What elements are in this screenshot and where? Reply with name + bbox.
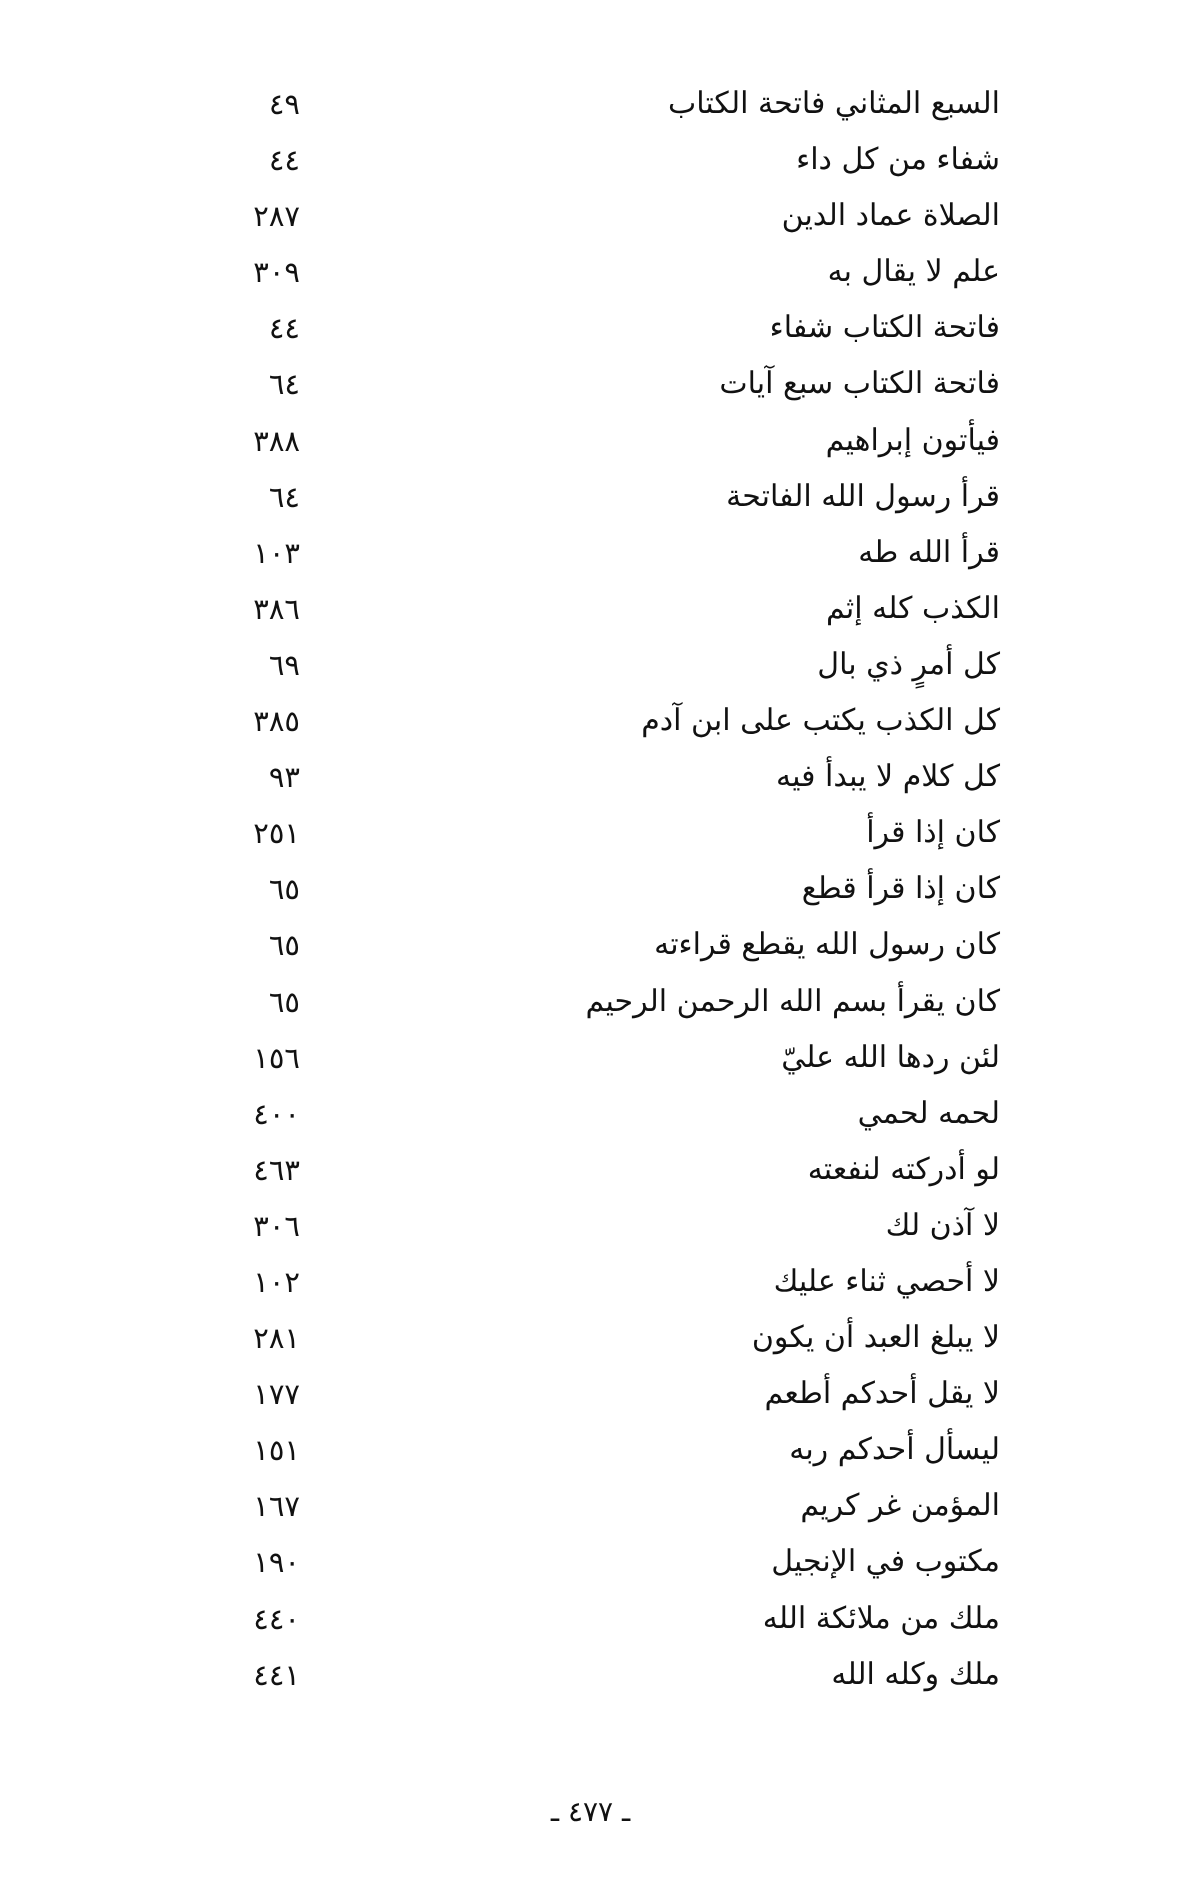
hadith-index-list (220, 82, 1000, 1709)
entry-text: ملك وكله الله (831, 1656, 1000, 1692)
entry-text: كان إذا قرأ (866, 815, 1000, 851)
entry-page-number: ١٥١ (253, 1433, 300, 1468)
index-entry (220, 306, 1000, 362)
index-entry (220, 643, 1000, 699)
index-entry (220, 1036, 1000, 1092)
entry-page-number: ٢٨٧ (253, 199, 300, 234)
entry-text: السبع المثاني فاتحة الكتاب (668, 86, 1000, 121)
entry-text: قرأ رسول الله الفاتحة (726, 478, 1000, 514)
entry-page-number: ٦٤ (268, 367, 300, 402)
entry-page-number: ١٥٦ (253, 1040, 300, 1075)
index-entry (220, 867, 1000, 923)
entry-page-number: ٤٦٣ (253, 1152, 300, 1187)
entry-page-number: ١٧٧ (253, 1377, 300, 1412)
index-entry (220, 923, 1000, 979)
entry-page-number: ٣٨٥ (253, 704, 300, 739)
entry-page-number: ٣٨٨ (253, 423, 300, 458)
entry-page-number: ٢٥١ (253, 816, 300, 851)
index-entry (220, 475, 1000, 531)
entry-page-number: ٦٩ (268, 647, 300, 682)
entry-text: قرأ الله طه (858, 534, 1000, 570)
entry-text: كان رسول الله يقطع قراءته (654, 927, 1000, 963)
index-entry (220, 1653, 1000, 1709)
entry-text: علم لا يقال به (827, 254, 1000, 290)
index-entry (220, 138, 1000, 194)
entry-page-number: ١٠٢ (253, 1264, 300, 1299)
index-entry (220, 1148, 1000, 1204)
entry-text: لحمه لحمي (857, 1095, 1000, 1131)
index-entry (220, 1372, 1000, 1428)
index-entry (220, 1260, 1000, 1316)
index-entry (220, 1484, 1000, 1540)
index-entry (220, 1540, 1000, 1596)
index-entry (220, 587, 1000, 643)
index-entry (220, 250, 1000, 306)
entry-text: كان يقرأ بسم الله الرحمن الرحيم (585, 983, 1000, 1019)
index-entry (220, 1204, 1000, 1260)
entry-page-number: ٤٤ (268, 143, 300, 178)
index-entry (220, 362, 1000, 418)
entry-text: شفاء من كل داء (796, 142, 1000, 178)
index-entry (220, 811, 1000, 867)
index-entry (220, 1316, 1000, 1372)
entry-text: لو أدركته لنفعته (807, 1151, 1000, 1187)
entry-text: فاتحة الكتاب شفاء (769, 310, 1000, 346)
entry-page-number: ٤٠٠ (253, 1096, 300, 1131)
entry-page-number: ٤٤ (268, 311, 300, 346)
index-entry (220, 531, 1000, 587)
entry-text: الكذب كله إثم (825, 590, 1000, 626)
entry-page-number: ٢٨١ (253, 1321, 300, 1356)
entry-page-number: ٦٥ (268, 872, 300, 907)
entry-text: ليسأل أحدكم ربه (789, 1432, 1000, 1468)
entry-page-number: ٦٥ (268, 984, 300, 1019)
entry-text: فيأتون إبراهيم (825, 422, 1000, 458)
entry-text: كل كلام لا يبدأ فيه (776, 759, 1000, 795)
entry-page-number: ٦٥ (268, 928, 300, 963)
entry-text: كان إذا قرأ قطع (801, 871, 1000, 907)
index-entry (220, 699, 1000, 755)
index-entry (220, 980, 1000, 1036)
footer-page-number: ـ ٤٧٧ ـ (550, 1795, 631, 1828)
entry-text: لا يقل أحدكم أطعم (764, 1376, 1000, 1412)
index-entry (220, 1092, 1000, 1148)
index-entry (220, 1428, 1000, 1484)
entry-page-number: ٣٨٦ (253, 591, 300, 626)
entry-text: فاتحة الكتاب سبع آيات (719, 366, 1000, 402)
entry-text: الصلاة عماد الدين (781, 198, 1000, 234)
entry-text: كل الكذب يكتب على ابن آدم (641, 703, 1000, 739)
entry-text: لئن ردها الله عليّ (781, 1039, 1000, 1075)
entry-page-number: ٣٠٦ (253, 1208, 300, 1243)
entry-page-number: ٩٣ (268, 760, 300, 795)
entry-page-number: ٦٤ (268, 479, 300, 514)
entry-text: كل أمرٍ ذي بال (817, 646, 1000, 682)
entry-text: لا أحصي ثناء عليك (773, 1263, 1000, 1299)
index-entry (220, 755, 1000, 811)
entry-text: ملك من ملائكة الله (762, 1600, 1000, 1636)
index-entry (220, 1597, 1000, 1653)
index-entry (220, 194, 1000, 250)
entry-text: لا يبلغ العبد أن يكون (751, 1320, 1000, 1356)
entry-page-number: ٤٤١ (253, 1657, 300, 1692)
entry-text: لا آذن لك (885, 1207, 1000, 1243)
entry-page-number: ١٠٣ (253, 535, 300, 570)
entry-page-number: ٤٩ (268, 87, 300, 121)
entry-text: مكتوب في الإنجيل (771, 1544, 1000, 1580)
entry-page-number: ٤٤٠ (253, 1601, 300, 1636)
index-entry (220, 82, 1000, 138)
entry-page-number: ٣٠٩ (253, 255, 300, 290)
index-entry (220, 419, 1000, 475)
entry-text: المؤمن غر كريم (800, 1488, 1000, 1524)
entry-page-number: ١٦٧ (253, 1489, 300, 1524)
entry-page-number: ١٩٠ (253, 1545, 300, 1580)
